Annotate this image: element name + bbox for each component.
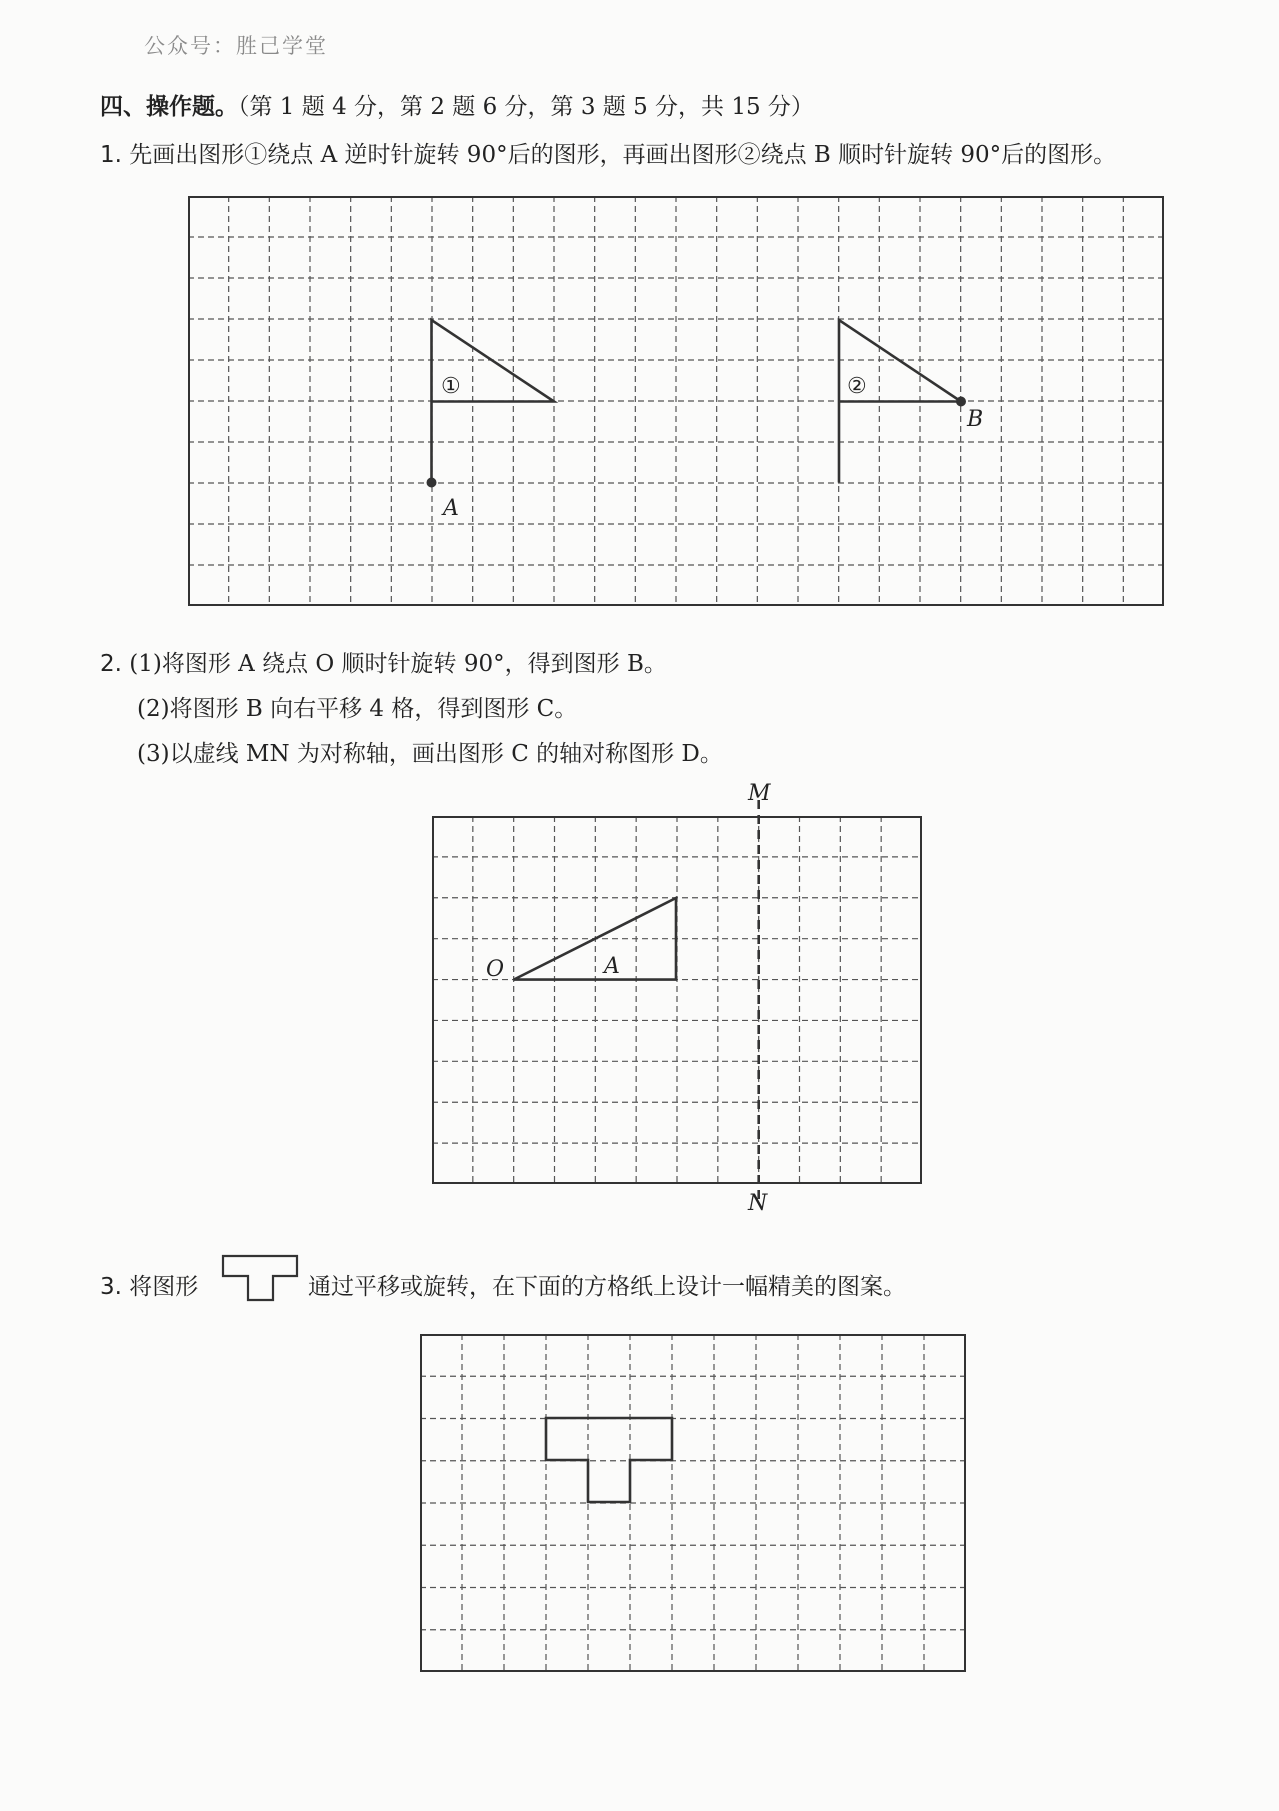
figure-1-label: ① [441, 374, 461, 399]
section-heading [100, 88, 814, 121]
section-title: 四、操作题。 [100, 94, 238, 120]
figure-2 [839, 320, 961, 483]
point-b-dot [956, 397, 966, 407]
figure-2-label: ② [847, 374, 867, 399]
point-a-dot [427, 478, 437, 488]
question-1 [100, 136, 1116, 169]
label-n: N [748, 1191, 768, 1216]
question-text-before: 将图形 [129, 1274, 199, 1300]
grid-q3[interactable] [420, 1334, 966, 1672]
question-text: 先画出图形①绕点 A 逆时针旋转 90°后的图形，再画出图形②绕点 B 顺时针旋转 90°后的图形。 [129, 142, 1117, 168]
point-a-label: A [443, 496, 459, 521]
grid-q2[interactable] [432, 781, 922, 1216]
label-m: M [748, 781, 771, 806]
question-2-part-2: (2)将图形 B 向右平移 4 格，得到图形 C。 [137, 696, 578, 722]
t-shape [546, 1418, 672, 1502]
question-3-intro [100, 1268, 198, 1301]
question-3-text: 通过平移或旋转，在下面的方格纸上设计一幅精美的图案。 [308, 1274, 906, 1300]
question-2-part-1 [100, 645, 667, 678]
figure-1 [432, 320, 555, 483]
question-number: 1. [100, 142, 122, 168]
figure-a-label: A [604, 954, 620, 979]
grid-lines [188, 196, 1164, 606]
grid-lines [420, 1334, 966, 1672]
watermark: 公众号：胜己学堂 [144, 34, 328, 58]
point-o-label: O [486, 957, 505, 982]
question-text: (1)将图形 A 绕点 O 顺时针旋转 90°，得到图形 B。 [129, 651, 667, 677]
question-2-part-3: (3)以虚线 MN 为对称轴，画出图形 C 的轴对称图形 D。 [137, 741, 723, 767]
question-number: 2. [100, 651, 122, 677]
section-points: （第 1 题 4 分，第 2 题 6 分，第 3 题 5 分，共 15 分） [238, 94, 814, 120]
point-b-label: B [967, 407, 984, 432]
question-number: 3. [100, 1274, 122, 1300]
grid-q1[interactable] [188, 196, 1164, 606]
grid-lines [432, 816, 922, 1184]
t-shape-icon [221, 1254, 299, 1304]
